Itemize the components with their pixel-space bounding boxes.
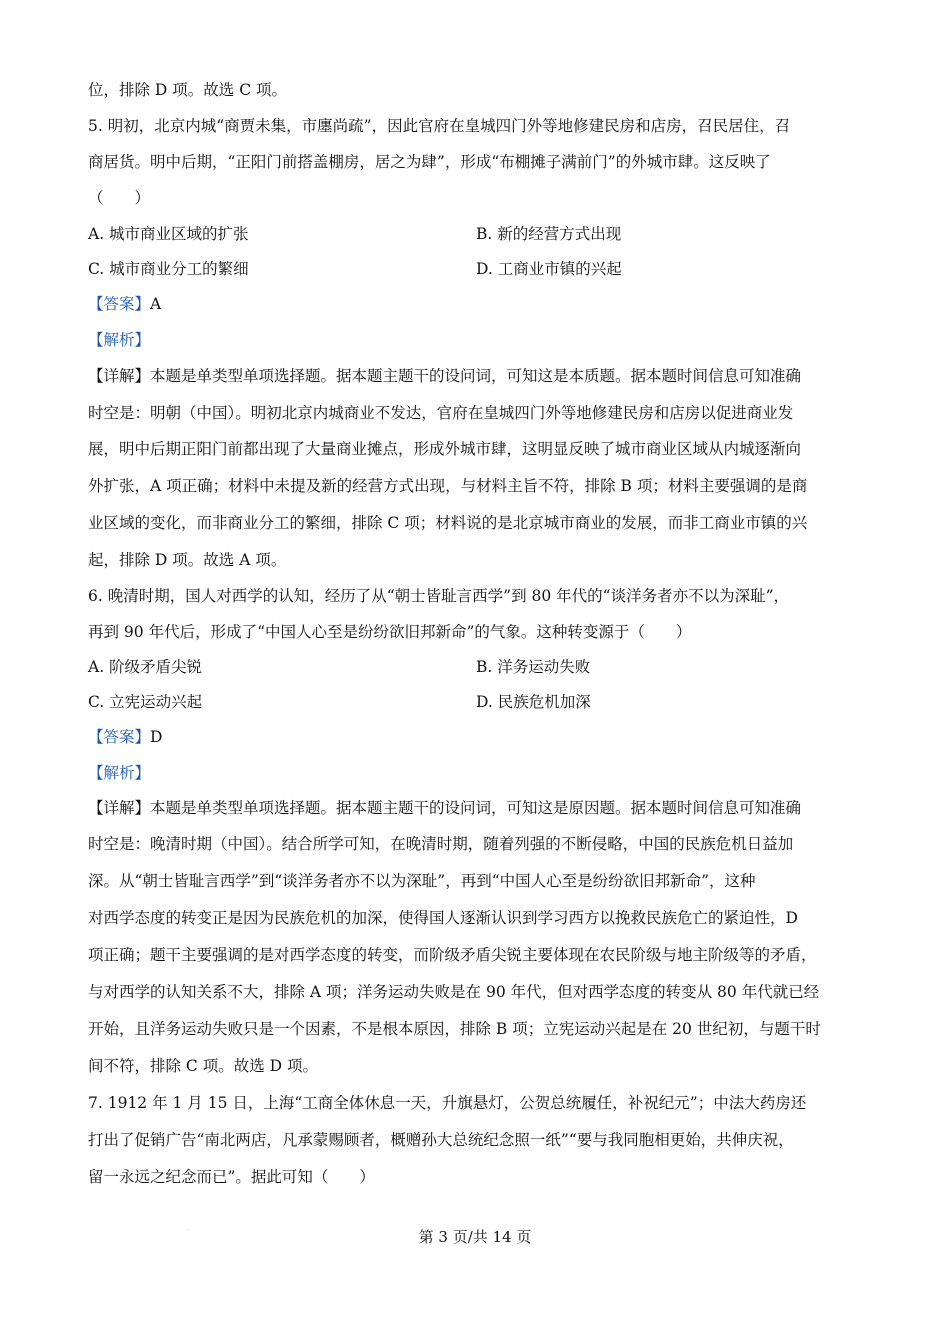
detail-text: 本题是单类型单项选择题。据本题主题干的设问词，可知这是本质题。据本题时间信息可知准确 [150, 367, 802, 385]
text-line: 位，排除 D 项。故选 C 项。 [88, 81, 287, 99]
q6-detail-line-7: 开始，且洋务运动失败只是一个因素，不是根本原因，排除 B 项；立宪运动兴起是在 20 世纪初，与题干时 [88, 1020, 821, 1038]
q6-option-b: B. 洋务运动失败 [476, 658, 591, 676]
q5-option-a: A. 城市商业区域的扩张 [88, 225, 249, 243]
analysis-tag: 【解析】 [88, 331, 151, 349]
q6-option-a: A. 阶级矛盾尖锐 [88, 658, 203, 676]
answer-tag: 【答案】 [88, 295, 151, 313]
q7-stem-line-3: 留一永远之纪念而已”。据此可知（ ） [88, 1168, 375, 1186]
page-footer: 第 3 页/共 14 页 [418, 1228, 532, 1246]
q6-stem-line-1: 6. 晚清时期，国人对西学的认知，经历了从“朝士皆耻言西学”到 80 年代的“谈洋务者亦不以为深耻”， [88, 587, 789, 605]
q5-answer [88, 294, 161, 314]
q5-detail-line-1 [88, 366, 801, 386]
q5-detail-line-2: 时空是：明朝（中国）。明初北京内城商业不发达，官府在皇城四门外等地修建民房和店房以促进商业发 [88, 404, 794, 422]
q6-stem-line-2: 再到 90 年代后，形成了“中国人心至是纷纷欲旧邦新命”的气象。这种转变源于（ ） [88, 623, 692, 641]
q5-detail-line-3: 展，明中后期正阳门前都出现了大量商业摊点，形成外城市肆，这明显反映了城市商业区域从内城逐渐向 [88, 440, 802, 458]
q6-detail-line-1 [88, 798, 801, 818]
q6-detail-line-8: 间不符，排除 C 项。故选 D 项。 [88, 1057, 318, 1075]
q6-detail-line-3: 深。从“朝士皆耻言西学”到“谈洋务者亦不以为深耻”，再到“中国人心至是纷纷欲旧邦新命”，这种 [88, 872, 756, 890]
q6-answer [88, 727, 162, 747]
q5-option-d: D. 工商业市镇的兴起 [476, 260, 622, 278]
q6-detail-line-5: 项正确；题干主要强调的是对西学态度的转变，而阶级矛盾尖锐主要体现在农民阶级与地主阶级等的矛盾， [88, 946, 817, 964]
q5-analysis [88, 330, 150, 350]
q6-detail-line-6: 与对西学的认知关系不大，排除 A 项；洋务运动失败是在 90 年代，但对西学态度的转变从 80 年代就已经 [88, 983, 820, 1001]
q5-option-c: C. 城市商业分工的繁细 [88, 260, 249, 278]
q5-stem-line-1: 5. 明初，北京内城“商贾未集，市廛尚疏”，因此官府在皇城四门外等地修建民房和店房，召民居住，召 [88, 117, 791, 135]
q7-stem-line-2: 打出了促销广告“南北两店，凡承蒙赐顾者，概赠孙大总统纪念照一纸”“要与我同胞相更始，共伸庆祝， [88, 1131, 794, 1149]
q6-detail-line-2: 时空是：晚清时期（中国）。结合所学可知，在晚清时期，随着列强的不断侵略，中国的民族危机日益加 [88, 835, 794, 853]
q6-option-d: D. 民族危机加深 [476, 693, 591, 711]
footer-dot: · [186, 1226, 189, 1235]
q6-option-c: C. 立宪运动兴起 [88, 693, 203, 711]
answer-value: D [150, 728, 163, 746]
q5-option-b: B. 新的经营方式出现 [476, 225, 622, 243]
q5-stem-line-3: （ ） [88, 189, 151, 207]
answer-value: A [150, 295, 162, 313]
q7-stem-line-1: 7. 1912 年 1 月 15 日，上海“工商全体休息一天，升旗悬灯，公贺总统履任，补祝纪元”；中法大药房还 [88, 1094, 807, 1112]
detail-tag: 【详解】 [88, 367, 151, 385]
q5-detail-line-5: 业区域的变化，而非商业分工的繁细，排除 C 项；材料说的是北京城市商业的发展，而非工商业市镇的兴 [88, 514, 808, 532]
q5-detail-line-4: 外扩张，A 项正确；材料中未提及新的经营方式出现，与材料主旨不符，排除 B 项；材料主要强调的是商 [88, 477, 808, 495]
q5-detail-line-6: 起，排除 D 项。故选 A 项。 [88, 551, 287, 569]
q6-analysis [88, 763, 150, 783]
q6-detail-line-4: 对西学态度的转变正是因为民族危机的加深，使得国人逐渐认识到学习西方以挽救民族危亡的紧迫性，D [88, 909, 798, 927]
analysis-tag: 【解析】 [88, 764, 151, 782]
detail-text: 本题是单类型单项选择题。据本题主题干的设问词，可知这是原因题。据本题时间信息可知准确 [150, 799, 802, 817]
q5-stem-line-2: 商居货。明中后期，“正阳门前搭盖棚房，居之为肆”，形成“布棚摊子满前门”的外城市肆。这反映了 [88, 153, 771, 171]
answer-tag: 【答案】 [88, 728, 151, 746]
detail-tag: 【详解】 [88, 799, 151, 817]
